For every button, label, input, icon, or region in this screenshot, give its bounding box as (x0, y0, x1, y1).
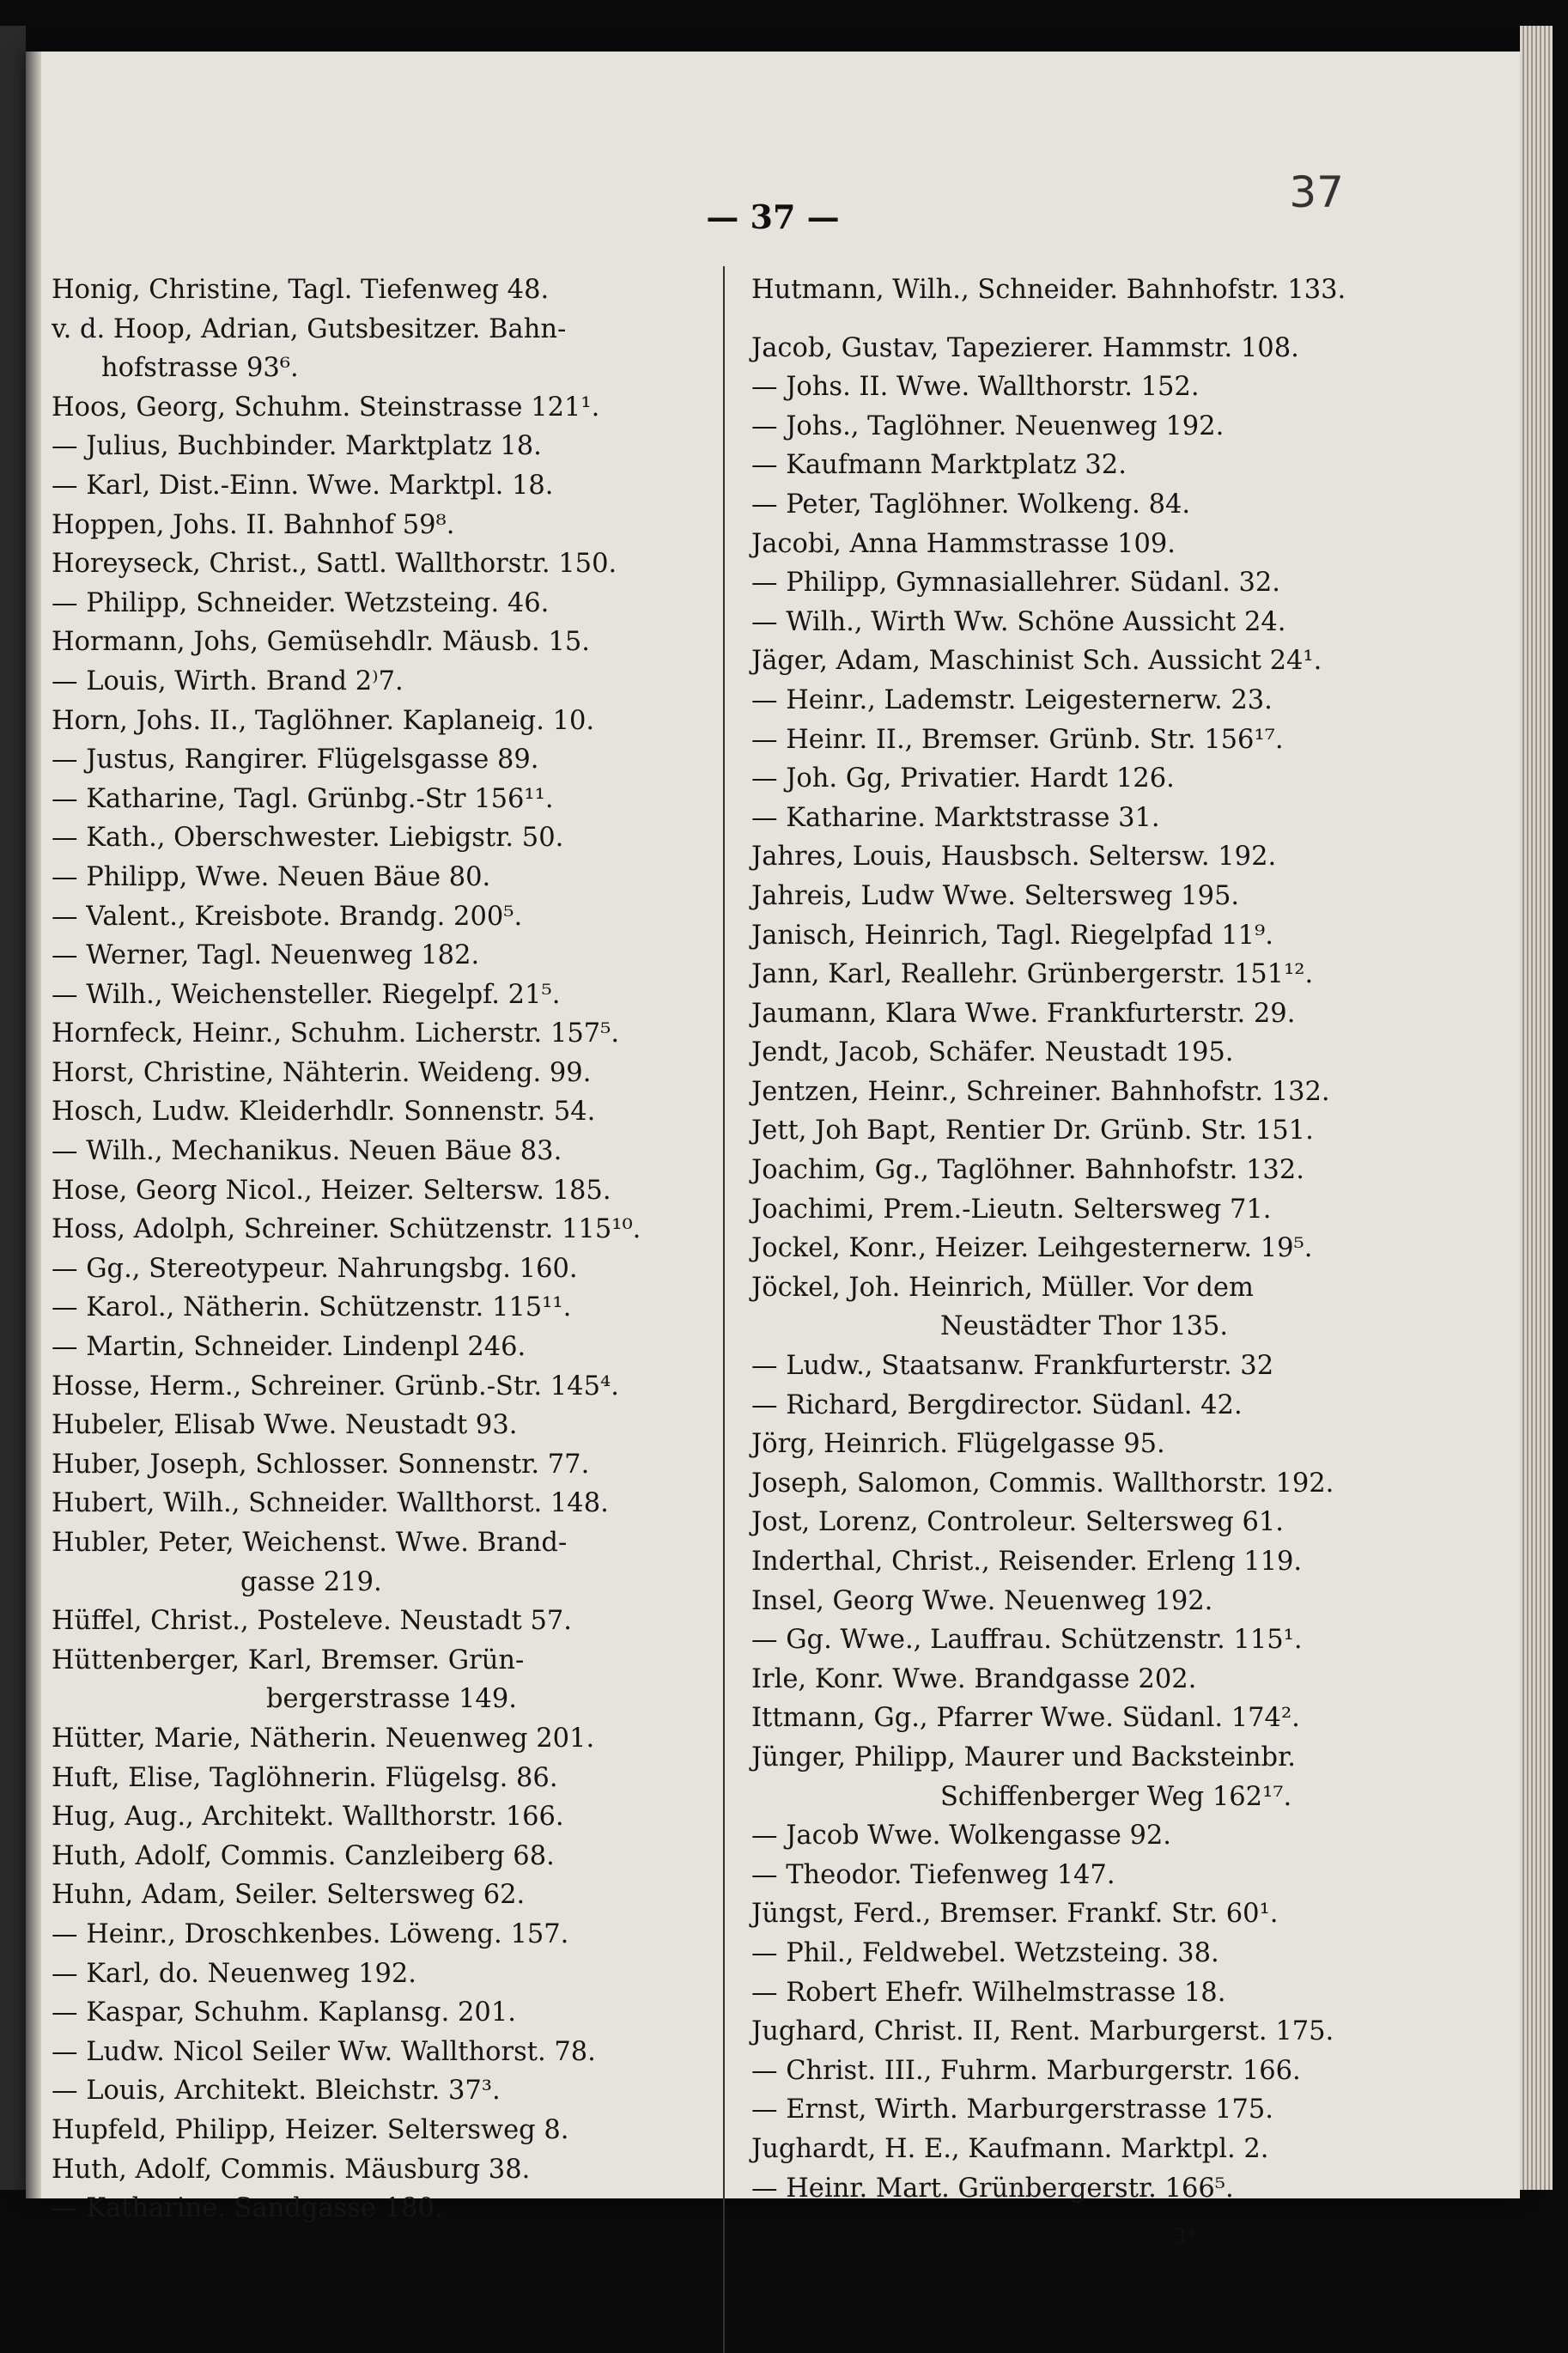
entry: gasse 219. (240, 1566, 382, 1597)
entry: — Wilh., Mechanikus. Neuen Bäue 83. (52, 1136, 562, 1167)
entry: Hoss, Adolph, Schreiner. Schützenstr. 115¹⁰. (52, 1214, 641, 1245)
entry: — Peter, Taglöhner. Wolkeng. 84. (751, 489, 1191, 520)
entry: — Johs. II. Wwe. Wallthorstr. 152. (751, 372, 1200, 403)
entry: Jockel, Konr., Heizer. Leihgesternerw. 19⁵. (751, 1233, 1313, 1264)
page-number: — 37 — (706, 198, 840, 236)
entry: — Philipp, Gymnasiallehrer. Südanl. 32. (751, 568, 1280, 599)
entry: — Philipp, Wwe. Neuen Bäue 80. (52, 861, 491, 892)
entry: Huth, Adolf, Commis. Canzleiberg 68. (52, 1840, 555, 1871)
entry: Inderthal, Christ., Reisender. Erleng 119. (751, 1547, 1303, 1577)
entry: — Justus, Rangirer. Flügelsgasse 89. (52, 745, 539, 775)
entry: Hoos, Georg, Schuhm. Steinstrasse 121¹. (52, 392, 600, 423)
spacer (751, 310, 1404, 329)
entry: — Heinr., Droschkenbes. Löweng. 157. (52, 1918, 569, 1949)
entry: Hubler, Peter, Weichenst. Wwe. Brand- (52, 1528, 568, 1558)
entry: — Heinr. Mart. Grünbergerstr. 166⁵. (751, 2173, 1234, 2204)
entry: — Philipp, Schneider. Wetzsteing. 46. (52, 587, 550, 618)
page-spine (26, 52, 41, 2198)
entry: Hupfeld, Philipp, Heizer. Seltersweg 8. (52, 2114, 569, 2145)
left-edge (0, 26, 26, 2190)
entry: Hornfeck, Heinr., Schuhm. Licherstr. 157⁵. (52, 1018, 620, 1049)
entry: Jahreis, Ludw Wwe. Seltersweg 195. (751, 880, 1240, 911)
entry: Horn, Johs. II., Taglöhner. Kaplaneig. 10. (52, 705, 595, 736)
entry: — Robert Ehefr. Wilhelmstrasse 18. (751, 1977, 1226, 2008)
entry: Schiffenberger Weg 162¹⁷. (940, 1781, 1292, 1812)
entry: Neustädter Thor 135. (940, 1311, 1229, 1342)
entry: — Julius, Buchbinder. Marktplatz 18. (52, 431, 542, 462)
entry: Huhn, Adam, Seiler. Seltersweg 62. (52, 1880, 526, 1911)
entry: — Phil., Feldwebel. Wetzsteing. 38. (751, 1937, 1219, 1968)
entry: Huth, Adolf, Commis. Mäusburg 38. (52, 2154, 531, 2185)
entry: Hubert, Wilh., Schneider. Wallthorst. 148. (52, 1488, 609, 1519)
entry: Jann, Karl, Reallehr. Grünbergerstr. 151¹². (751, 959, 1314, 990)
entry: Insel, Georg Wwe. Neuenweg 192. (751, 1585, 1213, 1616)
entry: Joachimi, Prem.-Lieutn. Seltersweg 71. (751, 1194, 1272, 1225)
entry: Jaumann, Klara Wwe. Frankfurterstr. 29. (751, 998, 1296, 1029)
entry: Jost, Lorenz, Controleur. Seltersweg 61. (751, 1507, 1284, 1538)
entry: Joseph, Salomon, Commis. Wallthorstr. 192. (751, 1468, 1334, 1499)
left-column (52, 271, 704, 2228)
entry: Hutmann, Wilh., Schneider. Bahnhofstr. 133. (751, 275, 1346, 305)
entry: Hoppen, Johs. II. Bahnhof 59⁸. (52, 509, 455, 540)
entry: — Kaufmann Marktplatz 32. (751, 450, 1127, 481)
entry: Hosch, Ludw. Kleiderhdlr. Sonnenstr. 54. (52, 1097, 596, 1128)
signature-mark: 3* (1172, 2224, 1198, 2250)
entry: — Heinr., Lademstr. Leigesternerw. 23. (751, 684, 1273, 715)
right-column (751, 271, 1404, 2208)
entry: Jendt, Jacob, Schäfer. Neustadt 195. (751, 1037, 1234, 1068)
entry: — Karl, do. Neuenweg 192. (52, 1958, 416, 1989)
entry: — Heinr. II., Bremser. Grünb. Str. 156¹⁷. (751, 724, 1284, 755)
entry: — Katharine. Sandgasse 180. (52, 2193, 443, 2224)
entry: Hüffel, Christ., Posteleve. Neustadt 57. (52, 1606, 572, 1637)
entry: — Kath., Oberschwester. Liebigstr. 50. (52, 823, 564, 854)
entry: Hosse, Herm., Schreiner. Grünb.-Str. 145⁴. (52, 1371, 619, 1401)
column-divider (723, 266, 725, 2353)
entry: — Valent., Kreisbote. Brandg. 200⁵. (52, 901, 523, 932)
entry: — Jacob Wwe. Wolkengasse 92. (751, 1821, 1171, 1851)
entry: Huber, Joseph, Schlosser. Sonnenstr. 77. (52, 1449, 590, 1480)
entry: Horst, Christine, Nähterin. Weideng. 99. (52, 1057, 592, 1088)
entry: Jughard, Christ. II, Rent. Marburgerst. 175. (751, 2016, 1334, 2047)
entry: — Wilh., Weichensteller. Riegelpf. 21⁵. (52, 979, 561, 1010)
entry: Jüngst, Ferd., Bremser. Frankf. Str. 60¹. (751, 1899, 1279, 1930)
page-edges (1520, 26, 1553, 2190)
entry: Jünger, Philipp, Maurer und Backsteinbr. (751, 1742, 1297, 1772)
entry: Hütter, Marie, Nätherin. Neuenweg 201. (52, 1723, 595, 1754)
entry: — Louis, Wirth. Brand 2⁾7. (52, 666, 404, 696)
entry: Jughardt, H. E., Kaufmann. Marktpl. 2. (751, 2133, 1269, 2164)
entry: Hubeler, Elisab Wwe. Neustadt 93. (52, 1410, 518, 1441)
entry: Hug, Aug., Architekt. Wallthorstr. 166. (52, 1802, 564, 1833)
entry: Jentzen, Heinr., Schreiner. Bahnhofstr. 132. (751, 1076, 1330, 1107)
entry: Hormann, Johs, Gemüsehdlr. Mäusb. 15. (52, 627, 590, 658)
entry: Ittmann, Gg., Pfarrer Wwe. Südanl. 174². (751, 1703, 1300, 1734)
entry: — Richard, Bergdirector. Südanl. 42. (751, 1389, 1243, 1420)
entry: v. d. Hoop, Adrian, Gutsbesitzer. Bahn- (52, 313, 567, 344)
entry: Hüttenberger, Karl, Bremser. Grün- (52, 1645, 525, 1675)
entry: Honig, Christine, Tagl. Tiefenweg 48. (52, 275, 550, 305)
entry: Joachim, Gg., Taglöhner. Bahnhofstr. 132. (751, 1155, 1304, 1186)
entry: — Katharine, Tagl. Grünbg.-Str 156¹¹. (52, 783, 554, 814)
entry: — Ludw. Nicol Seiler Ww. Wallthorst. 78. (52, 2036, 596, 2067)
entry: Hose, Georg Nicol., Heizer. Seltersw. 185. (52, 1175, 611, 1206)
entry: — Johs., Taglöhner. Neuenweg 192. (751, 410, 1225, 441)
entry: — Ernst, Wirth. Marburgerstrasse 175. (751, 2095, 1273, 2125)
entry: Jahres, Louis, Hausbsch. Seltersw. 192. (751, 842, 1277, 872)
entry: Jäger, Adam, Maschinist Sch. Aussicht 24¹. (751, 646, 1322, 677)
entry: — Karol., Nätherin. Schützenstr. 115¹¹. (52, 1292, 572, 1323)
entry: Irle, Konr. Wwe. Brandgasse 202. (751, 1663, 1197, 1694)
entry: — Katharine. Marktstrasse 31. (751, 802, 1160, 833)
entry: — Wilh., Wirth Ww. Schöne Aussicht 24. (751, 606, 1286, 637)
book-page (26, 52, 1520, 2250)
entry: — Werner, Tagl. Neuenweg 182. (52, 940, 480, 971)
entry: Jöckel, Joh. Heinrich, Müller. Vor dem (751, 1272, 1254, 1303)
entry: Jett, Joh Bapt, Rentier Dr. Grünb. Str. 151. (751, 1116, 1314, 1146)
entry: — Theodor. Tiefenweg 147. (751, 1859, 1115, 1890)
entry: hofstrasse 93⁶. (101, 353, 299, 384)
entry: Huft, Elise, Taglöhnerin. Flügelsg. 86. (52, 1762, 558, 1793)
entry: — Louis, Architekt. Bleichstr. 37³. (52, 2076, 501, 2107)
entry: Jörg, Heinrich. Flügelgasse 95. (751, 1429, 1165, 1460)
entry: Jacob, Gustav, Tapezierer. Hammstr. 108. (751, 332, 1299, 363)
entry: — Joh. Gg, Privatier. Hardt 126. (751, 763, 1175, 794)
entry: — Martin, Schneider. Lindenpl 246. (52, 1332, 526, 1363)
entry: Jacobi, Anna Hammstrasse 109. (751, 528, 1176, 559)
entry: — Karl, Dist.-Einn. Wwe. Marktpl. 18. (52, 470, 554, 501)
entry: — Kaspar, Schuhm. Kaplansg. 201. (52, 1997, 516, 2028)
entry: — Gg. Wwe., Lauffrau. Schützenstr. 115¹. (751, 1625, 1303, 1656)
entry: — Ludw., Staatsanw. Frankfurterstr. 32 (751, 1351, 1274, 1382)
entry: Horeyseck, Christ., Sattl. Wallthorstr. 150. (52, 549, 617, 580)
entry: bergerstrasse 149. (266, 1684, 517, 1715)
entry: — Gg., Stereotypeur. Nahrungsbg. 160. (52, 1253, 578, 1284)
handwritten-page-number: 37 (1289, 167, 1344, 217)
entry: Janisch, Heinrich, Tagl. Riegelpfad 11⁹. (751, 920, 1273, 951)
entry: — Christ. III., Fuhrm. Marburgerstr. 166. (751, 2055, 1301, 2086)
